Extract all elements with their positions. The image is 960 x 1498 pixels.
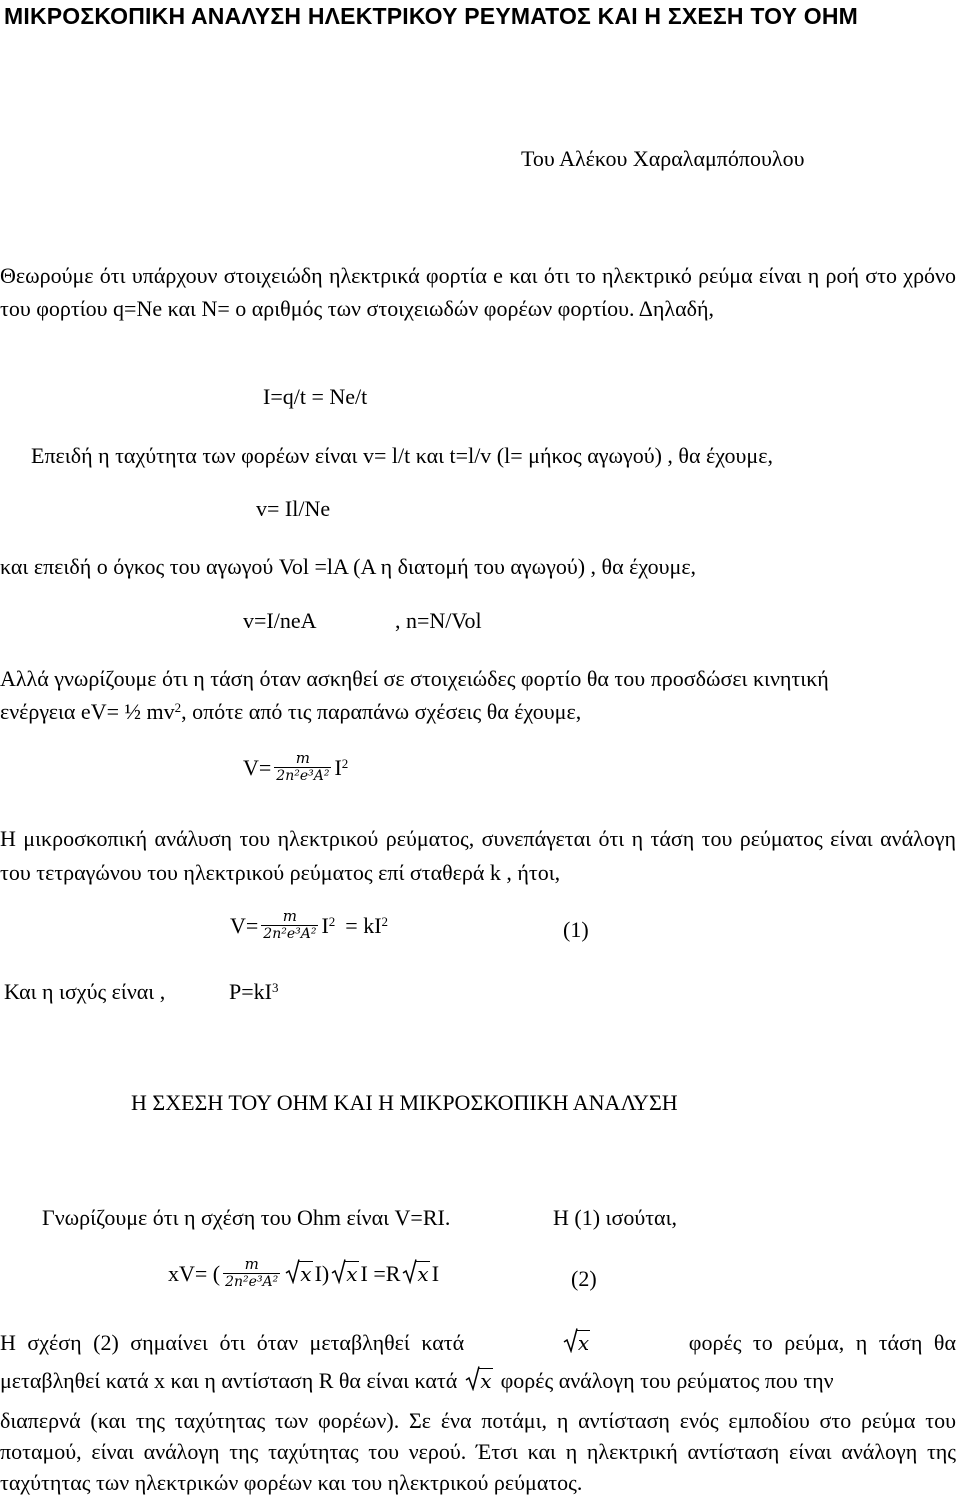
author-line: Του Αλέκου Χαραλαμπόπουλου bbox=[521, 146, 805, 171]
eq5-fraction bbox=[261, 908, 318, 943]
paragraph-conclusion-line2 bbox=[0, 1368, 956, 1394]
paragraph-velocity: Επειδή η ταχύτητα των φορέων είναι v= l/t και t=l/v (l= μήκος αγωγού) , θα έχουμε, bbox=[31, 443, 773, 468]
paragraph-conclusion-rest: διαπερνά (και της ταχύτητας των φορέων). Σε ένα ποτάμι, η αντίσταση ενός εμποδίου στο ρεύμα του ποταμού, είναι ανάλογη της ταχύτητας του νερού. Έτσι και η ηλεκτρική αντίσταση είναι ανάλογη της ταχύτητας των ηλεκτρικών φορέων και του ηλεκτρικού ρεύματος. bbox=[0, 1408, 956, 1495]
sqrt-x-3: x bbox=[402, 1261, 429, 1287]
equation-tag-2: (2) bbox=[571, 1266, 597, 1291]
equation-velocity-area: v=I/neA bbox=[243, 608, 317, 633]
conclusion-text-1b: φορές το ρεύμα, η τάση θα bbox=[688, 1330, 956, 1355]
sqrt-x-2: x bbox=[331, 1261, 358, 1287]
eq6-denominator: 2n²e³A² bbox=[225, 1274, 279, 1290]
eq5-equals: = $kI^2$ bbox=[345, 912, 389, 938]
eq4-denominator: 2n²e³A² bbox=[276, 768, 330, 784]
equation-ohm-microscopic bbox=[168, 1256, 439, 1291]
eq4-fraction bbox=[274, 750, 331, 785]
eq4-numerator: m bbox=[295, 749, 310, 767]
ohm-equation-ref: Η (1) ισούται, bbox=[553, 1205, 677, 1230]
eq6-part2: I =R bbox=[360, 1260, 401, 1286]
conclusion-text-2a: μεταβληθεί κατά x και η αντίσταση R θα είναι κατά bbox=[0, 1368, 458, 1393]
eq6-numerator: m bbox=[244, 1255, 259, 1273]
eq5-numerator: m bbox=[282, 907, 297, 925]
eq6-part3: I bbox=[431, 1260, 440, 1286]
eq4-lhs: V= bbox=[243, 754, 272, 780]
paragraph-microscopic: Η μικροσκοπική ανάλυση του ηλεκτρικού ρεύματος, συνεπάγεται ότι η τάση του ρεύματος είναι ανάλογη του τετραγώνου του ηλεκτρικού ρεύματος επί σταθερά k , ήτοι, bbox=[0, 826, 956, 885]
equation-voltage-k bbox=[230, 908, 388, 943]
paragraph-energy-line2 bbox=[0, 699, 581, 725]
energy-text: ενέργεια eV= ½ mv bbox=[0, 699, 175, 724]
sqrt-x-inline-2: x bbox=[465, 1368, 492, 1394]
eq5-rhs: $I^2$ bbox=[321, 912, 336, 938]
conclusion-text-1a: Η σχέση (2) σημαίνει ότι όταν μεταβληθεί κατά bbox=[0, 1330, 465, 1355]
energy-text-rest: , οπότε από τις παραπάνω σχέσεις θα έχουμε, bbox=[181, 699, 582, 724]
equation-current: I=q/t = Ne/t bbox=[263, 384, 368, 409]
power-equation: $P=kI^3$ bbox=[229, 979, 279, 1004]
sqrt-x-1: x bbox=[285, 1261, 312, 1287]
ohm-law-text: Γνωρίζουμε ότι η σχέση του Ohm είναι V=RI. bbox=[42, 1205, 451, 1230]
section-title: Η ΣΧΕΣΗ ΤΟΥ ΟΗΜ ΚΑΙ Η ΜΙΚΡΟΣΚΟΠΙΚΗ ΑΝΑΛΥΣΗ bbox=[131, 1090, 678, 1115]
paragraph-volume: και επειδή ο όγκος του αγωγού Vol =lA (A η διατομή του αγωγού) , θα έχουμε, bbox=[0, 554, 697, 579]
paragraph-conclusion-line1 bbox=[0, 1330, 956, 1356]
equation-voltage bbox=[243, 750, 348, 785]
eq5-lhs: V= bbox=[230, 912, 259, 938]
equation-density: , n=N/Vol bbox=[395, 608, 482, 633]
power-label: Και η ισχύς είναι , bbox=[4, 979, 166, 1004]
equation-velocity: v= Il/Ne bbox=[256, 496, 331, 521]
energy-superscript: 2 bbox=[174, 700, 182, 715]
conclusion-text-2b: φορές ανάλογη του ρεύματος που την bbox=[500, 1368, 834, 1393]
eq6-fraction bbox=[223, 1256, 280, 1291]
paragraph-energy-line1: Αλλά γνωρίζουμε ότι η τάση όταν ασκηθεί σε στοιχειώδες φορτίο θα του προσδώσει κινητική bbox=[0, 666, 829, 691]
equation-tag-1: (1) bbox=[563, 917, 589, 942]
page-title: ΜΙΚΡΟΣΚΟΠΙΚΗ ΑΝΑΛΥΣΗ ΗΛΕΚΤΡΙΚΟΥ ΡΕΥΜΑΤΟΣ ΚΑΙ Η ΣΧΕΣΗ ΤΟΥ ΟΗΜ bbox=[4, 3, 858, 29]
eq4-rhs: $I^2$ bbox=[334, 754, 349, 780]
sqrt-x-inline-1: x bbox=[563, 1330, 590, 1356]
eq6-part1: I) bbox=[314, 1260, 330, 1286]
eq6-lhs: xV= ( bbox=[168, 1260, 221, 1286]
eq5-denominator: 2n²e³A² bbox=[263, 926, 317, 942]
paragraph-intro: Θεωρούμε ότι υπάρχουν στοιχειώδη ηλεκτρικά φορτία e και ότι το ηλεκτρικό ρεύμα είναι η ροή στο χρόνο του φορτίου q=Ne και N= ο αριθμός των στοιχειωδών φορέων φορτίου. Δηλαδή, bbox=[0, 263, 956, 321]
